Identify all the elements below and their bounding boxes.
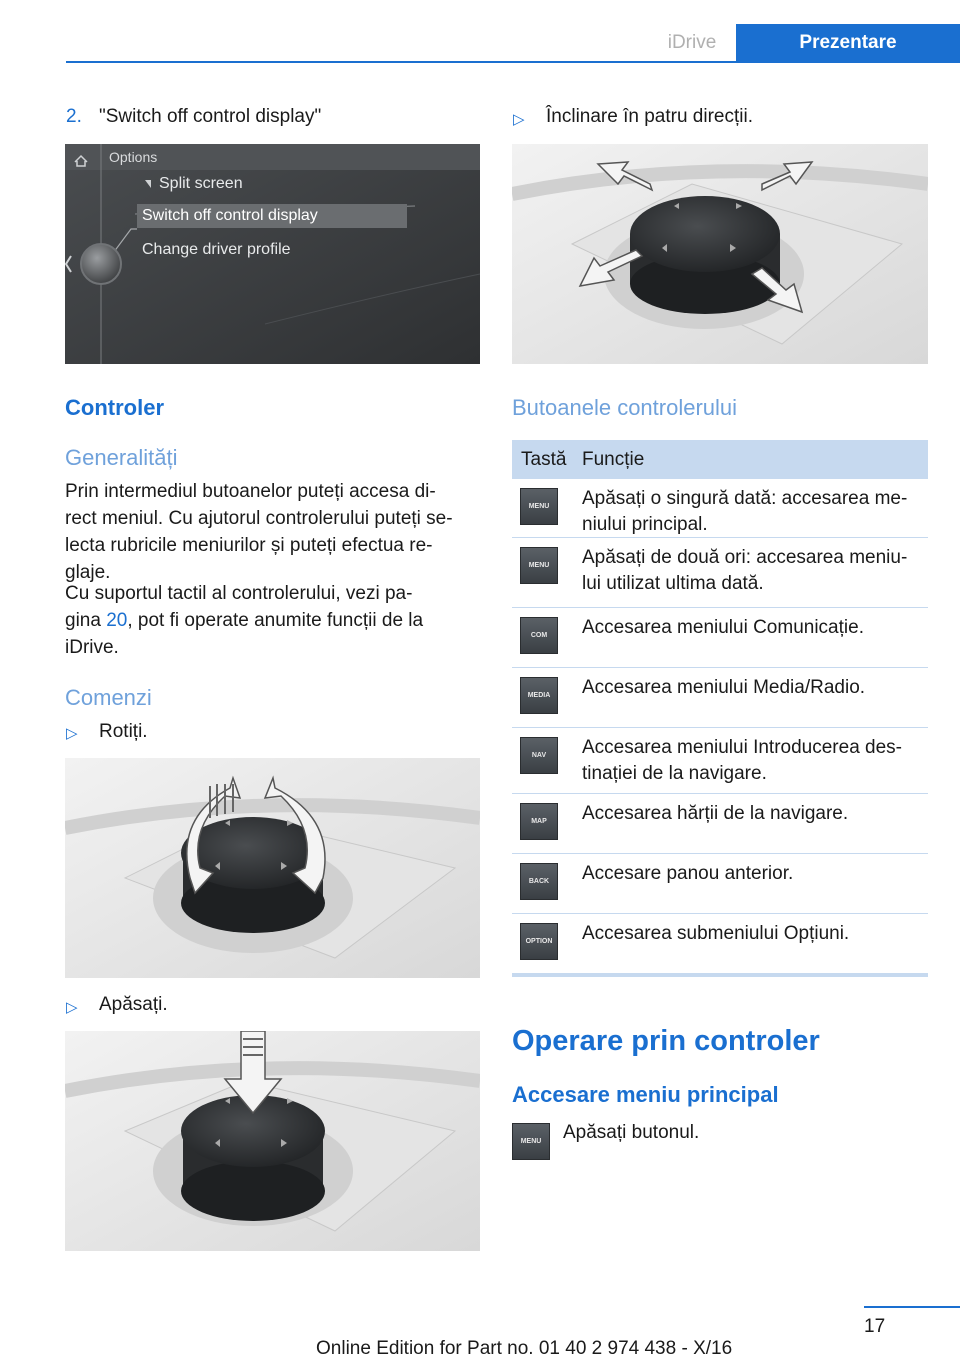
footer-edition: Online Edition for Part no. 01 40 2 974 438 - X/16 bbox=[316, 1338, 733, 1359]
bullet-icon: ▷ bbox=[66, 999, 78, 1016]
function-text: niului principal. bbox=[582, 514, 708, 535]
function-text: Accesarea meniului Introducerea des‐ bbox=[582, 737, 903, 758]
table-header-function: Funcție bbox=[582, 448, 645, 470]
page-number: 17 bbox=[864, 1316, 886, 1337]
function-text: Accesarea meniului Media/Radio. bbox=[582, 677, 866, 698]
table-header-key: Tastă bbox=[521, 448, 567, 470]
text-line: Prin intermediul butoanelor puteți accesa di‐ bbox=[65, 481, 436, 502]
page-link[interactable]: 20 bbox=[106, 610, 128, 631]
header-rule bbox=[66, 61, 960, 63]
table-row bbox=[512, 794, 928, 854]
table-bottom-rule bbox=[512, 973, 928, 977]
nav-key-icon: NAV bbox=[520, 737, 558, 774]
map-key-icon: MAP bbox=[520, 803, 558, 840]
press-controller-image bbox=[65, 1031, 480, 1251]
text-line: iDrive. bbox=[65, 637, 119, 658]
bullet-rotate-text: Rotiți. bbox=[99, 721, 148, 742]
bullet-press-text: Apăsați. bbox=[99, 994, 168, 1015]
text-line: Cu suportul tactil al controlerului, vezi pa‐ bbox=[65, 583, 413, 604]
screen-menu-item[interactable]: Split screen bbox=[159, 175, 243, 192]
option-key-icon: OPTION bbox=[520, 923, 558, 960]
rotate-controller-image bbox=[65, 758, 480, 978]
table-row bbox=[512, 854, 928, 914]
text-line: rect meniul. Cu ajutorul controlerului puteți se‐ bbox=[65, 508, 453, 529]
controller-buttons-table bbox=[512, 440, 928, 972]
text-line: lecta rubricile meniurilor și puteți efectua re‐ bbox=[65, 535, 433, 556]
main-menu-heading: Accesare meniu principal bbox=[512, 1082, 779, 1107]
list-number: 2. bbox=[66, 106, 82, 127]
press-controller-svg bbox=[65, 1031, 480, 1251]
back-key-icon: BACK bbox=[520, 863, 558, 900]
text-span: gina bbox=[65, 610, 107, 631]
general-paragraph-1 bbox=[65, 478, 485, 586]
screen-menu-item-selected[interactable]: Switch off control display bbox=[142, 207, 318, 224]
table-header-row bbox=[512, 440, 928, 479]
rotate-controller-svg bbox=[65, 758, 480, 978]
general-heading: Generalități bbox=[65, 445, 178, 470]
header-chapter-tab: Prezentare bbox=[736, 24, 960, 62]
menu-key-icon: MENU bbox=[520, 488, 558, 525]
function-text: Apăsați o singură dată: accesarea me‐ bbox=[582, 488, 908, 509]
bullet-icon: ▷ bbox=[66, 725, 78, 742]
bullet-tilt-text: Înclinare în patru direcții. bbox=[546, 106, 753, 127]
operate-heading: Operare prin controler bbox=[512, 1025, 820, 1057]
tilt-controller-image bbox=[512, 144, 928, 364]
function-text: Accesarea meniului Comunicație. bbox=[582, 617, 864, 638]
main-menu-text: Apăsați butonul. bbox=[563, 1122, 700, 1143]
table-row bbox=[512, 479, 928, 538]
function-text: Accesarea hărții de la navigare. bbox=[582, 803, 849, 824]
function-text: lui utilizat ultima dată. bbox=[582, 573, 764, 594]
header-section-tab: iDrive bbox=[667, 31, 717, 53]
media-key-icon: MEDIA bbox=[520, 677, 558, 714]
com-key-icon: COM bbox=[520, 617, 558, 654]
controller-heading: Controler bbox=[65, 395, 164, 420]
function-text: Accesare panou anterior. bbox=[582, 863, 794, 884]
table-row bbox=[512, 728, 928, 794]
general-paragraph-2 bbox=[65, 580, 485, 661]
menu-key-icon: MENU bbox=[512, 1123, 550, 1160]
table-row bbox=[512, 668, 928, 728]
function-text: Apăsați de două ori: accesarea meniu‐ bbox=[582, 547, 908, 568]
screen-menu-item[interactable]: Change driver profile bbox=[142, 241, 291, 258]
function-text: Accesarea submeniului Opțiuni. bbox=[582, 923, 850, 944]
bullet-icon: ▷ bbox=[513, 111, 525, 128]
text-line: glaje. bbox=[65, 562, 111, 583]
text-span: , pot fi operate anumite funcții de la bbox=[127, 610, 424, 631]
table-row bbox=[512, 914, 928, 972]
control-display-image bbox=[65, 144, 480, 364]
screen-title: Options bbox=[109, 149, 158, 165]
function-text: tinației de la navigare. bbox=[582, 763, 767, 784]
commands-heading: Comenzi bbox=[65, 685, 152, 710]
tilt-controller-svg bbox=[512, 144, 928, 364]
menu-key-icon: MENU bbox=[520, 547, 558, 584]
table-row bbox=[512, 608, 928, 668]
list-item-text: "Switch off control display" bbox=[99, 106, 322, 127]
footer-rule bbox=[864, 1306, 960, 1308]
text-line bbox=[65, 607, 485, 634]
controller-buttons-heading: Butoanele controlerului bbox=[512, 395, 738, 420]
table-row bbox=[512, 538, 928, 608]
